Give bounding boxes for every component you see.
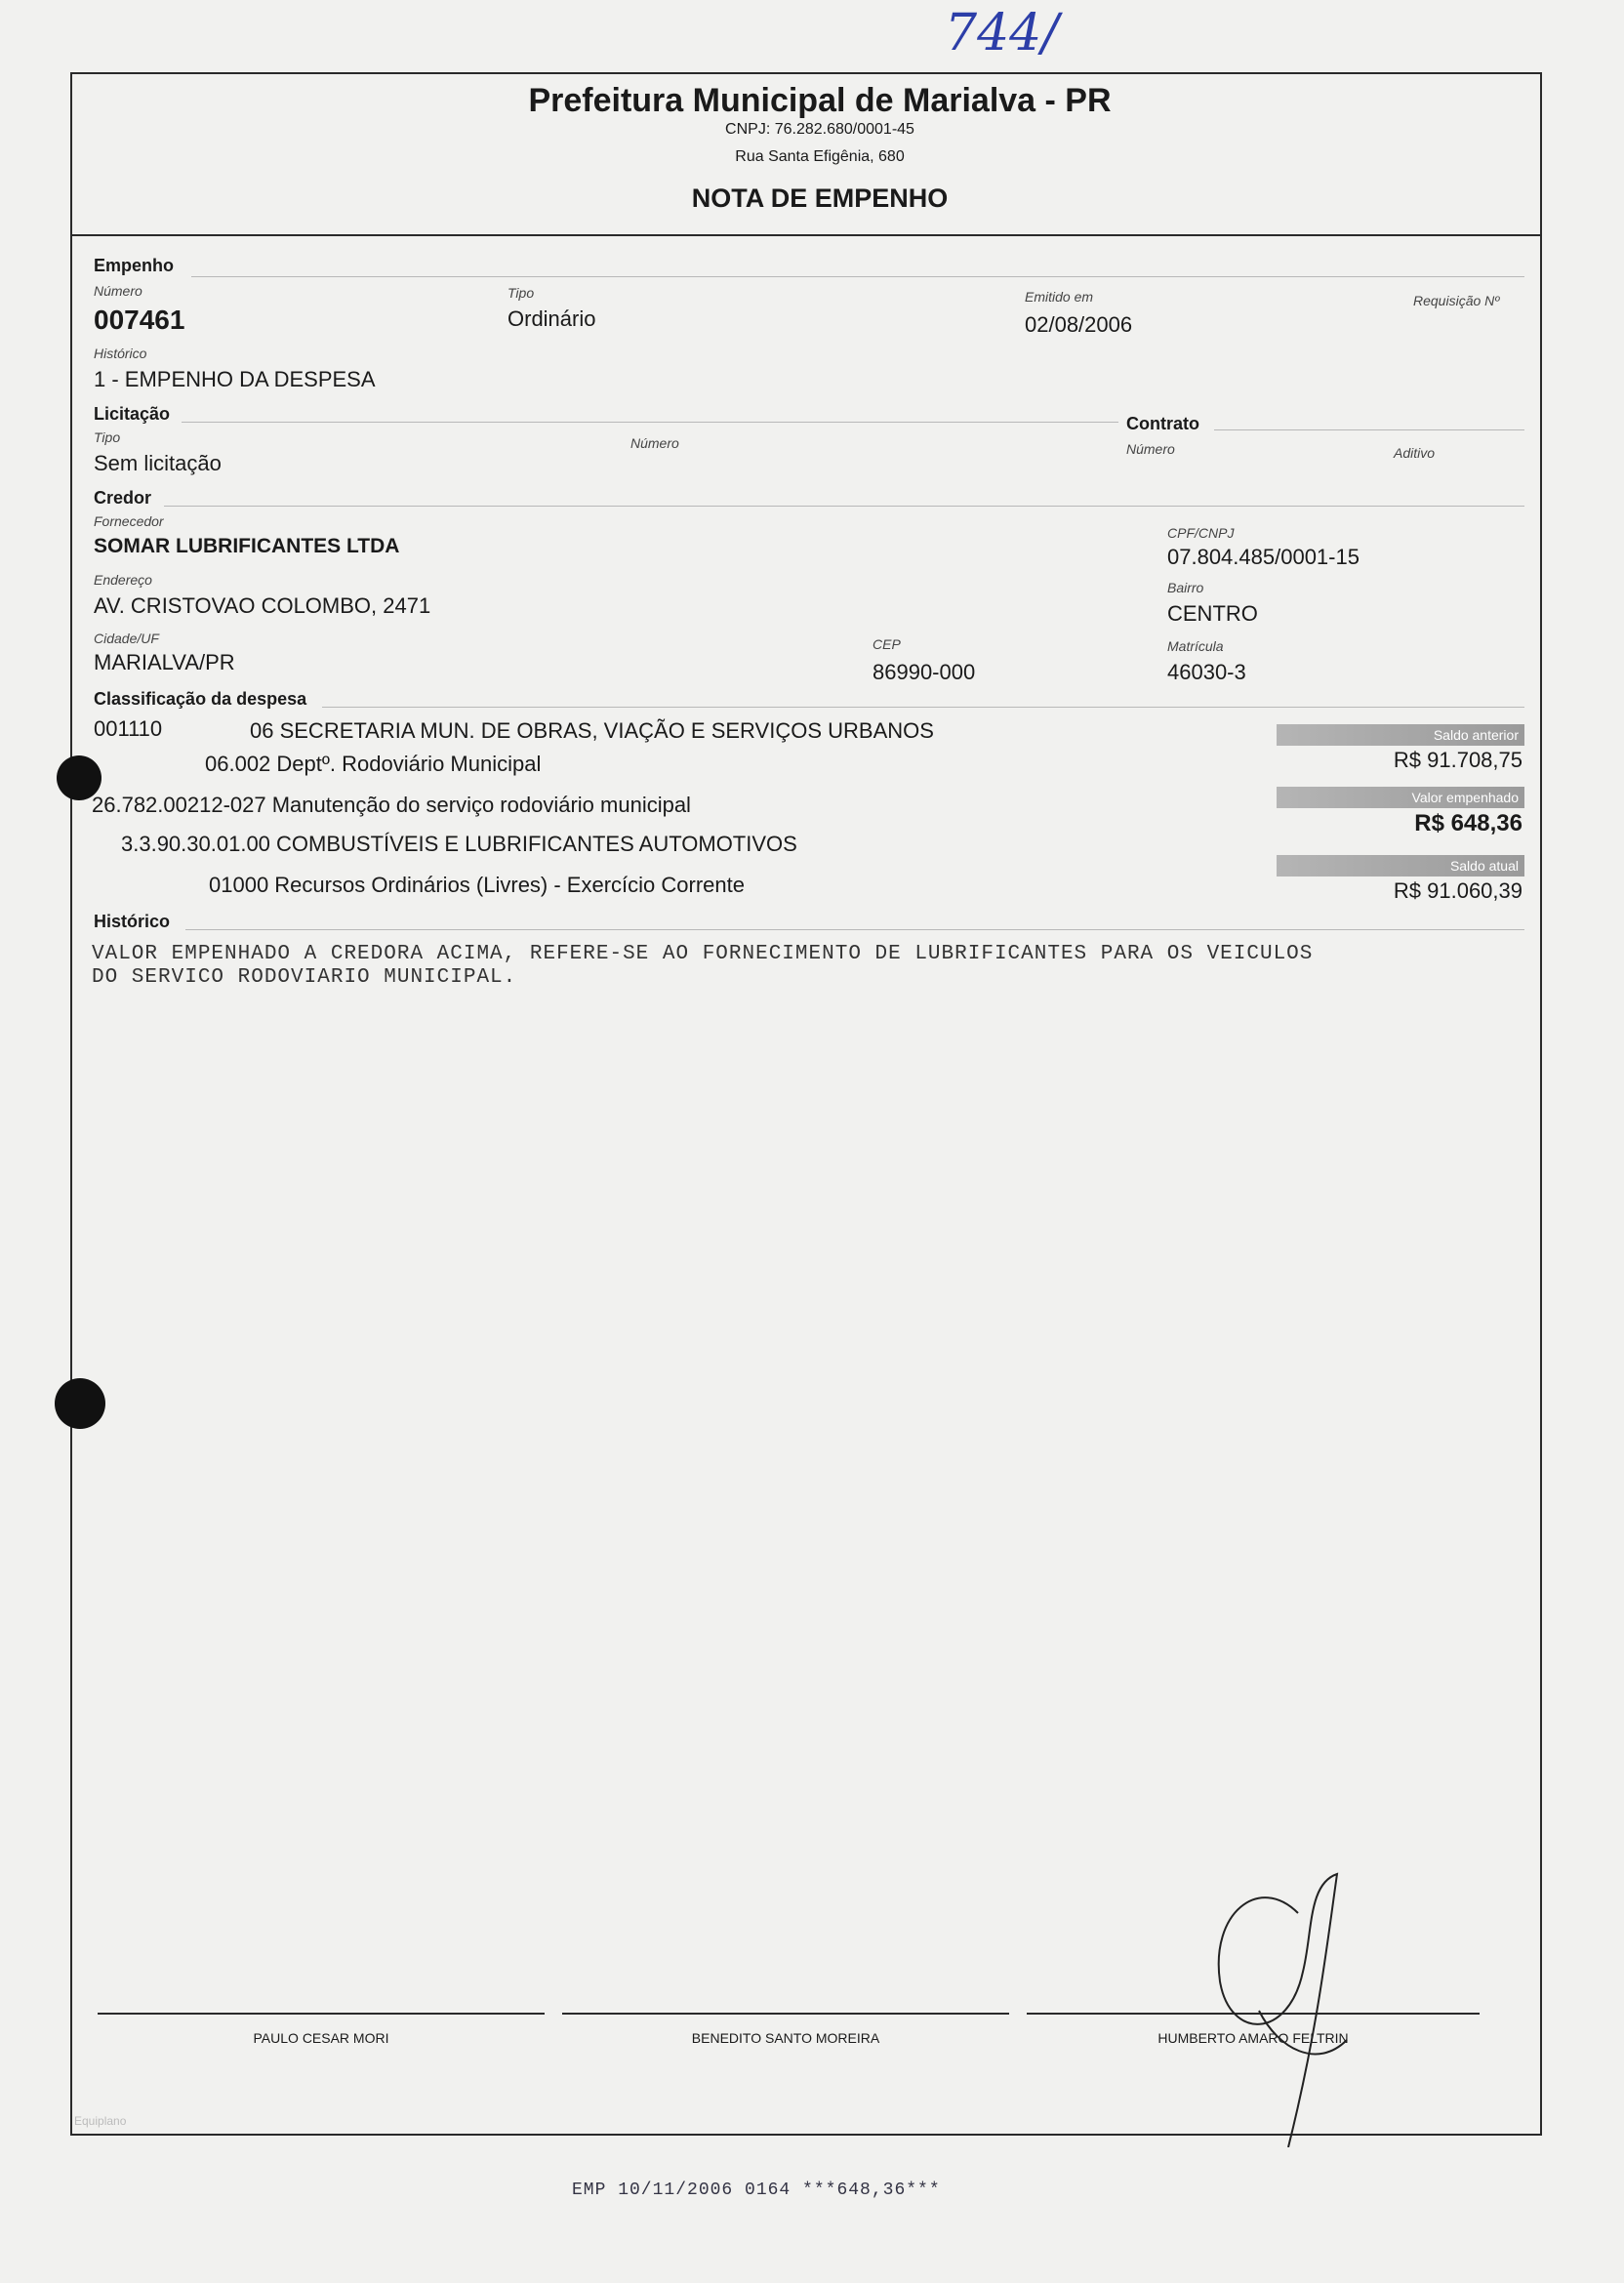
empenho-historico: 1 - EMPENHO DA DESPESA — [94, 367, 376, 391]
valor-empenhado-value: R$ 648,36 — [1414, 810, 1522, 836]
classificacao-line4: 3.3.90.30.01.00 COMBUSTÍVEIS E LUBRIFICANTES AUTOMOTIVOS — [121, 832, 797, 856]
signature-name-1: PAULO CESAR MORI — [253, 2030, 389, 2046]
cpf-value: 07.804.485/0001-15 — [1167, 545, 1360, 569]
handwritten-signature — [1200, 1855, 1376, 2147]
classificacao-code: 001110 — [94, 716, 163, 741]
cidade-value: MARIALVA/PR — [94, 650, 235, 674]
requisicao-label: Requisição Nº — [1413, 293, 1500, 308]
licitacao-tipo-label: Tipo — [94, 429, 121, 445]
cnpj-text: CNPJ: 76.282.680/0001-45 — [725, 121, 914, 138]
contrato-aditivo-label: Aditivo — [1394, 445, 1436, 461]
endereco-value: AV. CRISTOVAO COLOMBO, 2471 — [94, 593, 431, 618]
matricula-label: Matrícula — [1167, 638, 1224, 654]
cep-value: 86990-000 — [873, 660, 976, 684]
endereco-label: Endereço — [94, 572, 152, 588]
divider-classificacao — [322, 707, 1524, 708]
bairro-label: Bairro — [1167, 580, 1204, 595]
contrato-numero-label: Número — [1126, 441, 1175, 457]
saldo-anterior-label: Saldo anterior — [1277, 724, 1524, 746]
valor-empenhado-label: Valor empenhado — [1277, 787, 1524, 808]
historico-line2: DO SERVICO RODOVIARIO MUNICIPAL. — [92, 966, 517, 989]
address-text: Rua Santa Efigênia, 680 — [735, 148, 905, 165]
section-empenho: Empenho — [94, 256, 175, 275]
divider-contrato — [1214, 429, 1524, 430]
signature-name-2: BENEDITO SANTO MOREIRA — [691, 2030, 880, 2046]
stamp-text: EMP 10/11/2006 0164 ***648,36*** — [572, 2181, 941, 2200]
historico-line1: VALOR EMPENHADO A CREDORA ACIMA, REFERE-SE AO FORNECIMENTO DE LUBRIFICANTES PARA OS VEICULOS — [92, 943, 1314, 965]
empenho-emitido: 02/08/2006 — [1025, 312, 1133, 337]
cidade-label: Cidade/UF — [94, 631, 159, 646]
bairro-value: CENTRO — [1167, 601, 1258, 626]
fornecedor-label: Fornecedor — [94, 513, 164, 529]
header-divider — [70, 234, 1540, 236]
punch-hole-top — [57, 755, 102, 800]
punch-hole-bottom — [55, 1378, 105, 1429]
empenho-numero: 007461 — [94, 305, 185, 335]
section-contrato: Contrato — [1126, 414, 1199, 433]
matricula-value: 46030-3 — [1167, 660, 1246, 684]
cpf-label: CPF/CNPJ — [1167, 525, 1235, 541]
section-classificacao: Classificação da despesa — [94, 689, 307, 709]
section-credor: Credor — [94, 488, 152, 508]
classificacao-line2: 06.002 Deptº. Rodoviário Municipal — [205, 752, 542, 776]
doc-title: NOTA DE EMPENHO — [691, 183, 949, 213]
saldo-atual-label: Saldo atual — [1277, 855, 1524, 877]
footer-small-text: Equiplano — [74, 2114, 127, 2128]
handwritten-page-number: 744/ — [945, 4, 1059, 62]
divider-historico — [185, 929, 1524, 930]
fornecedor-value: SOMAR LUBRIFICANTES LTDA — [94, 535, 400, 557]
cep-label: CEP — [873, 636, 901, 652]
licitacao-numero-label: Número — [630, 435, 679, 451]
classificacao-line5: 01000 Recursos Ordinários (Livres) - Exercício Corrente — [209, 873, 745, 897]
numero-label: Número — [94, 283, 142, 299]
saldo-anterior-value: R$ 91.708,75 — [1393, 748, 1522, 772]
signature-name-3: HUMBERTO AMARO FELTRIN — [1157, 2030, 1349, 2046]
divider-empenho — [191, 276, 1524, 277]
divider-licitacao — [182, 422, 1118, 423]
classificacao-line1: 06 SECRETARIA MUN. DE OBRAS, VIAÇÃO E SERVIÇOS URBANOS — [250, 718, 934, 743]
signature-line-1 — [98, 2013, 545, 2015]
page-title: Prefeitura Municipal de Marialva - PR — [528, 82, 1112, 119]
section-licitacao: Licitação — [94, 404, 171, 424]
divider-credor — [164, 506, 1524, 507]
emitido-label: Emitido em — [1025, 289, 1094, 305]
tipo-label: Tipo — [508, 285, 535, 301]
saldo-atual-value: R$ 91.060,39 — [1393, 878, 1522, 903]
section-historico: Histórico — [94, 912, 171, 931]
empenho-tipo: Ordinário — [508, 306, 596, 331]
signature-line-2 — [562, 2013, 1009, 2015]
classificacao-line3: 26.782.00212-027 Manutenção do serviço rodoviário municipal — [92, 793, 691, 817]
historico-empenho-label: Histórico — [94, 346, 147, 361]
licitacao-tipo: Sem licitação — [94, 451, 222, 475]
